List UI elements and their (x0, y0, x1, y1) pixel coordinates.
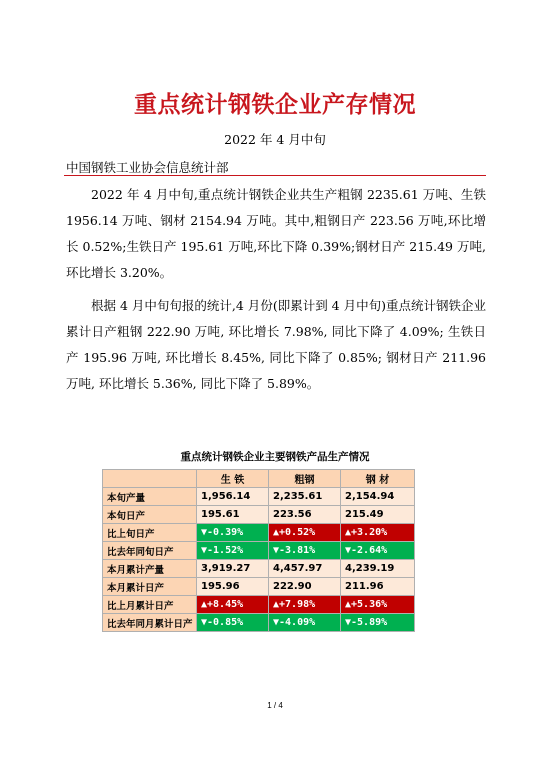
table-cell: ▼-1.52% (197, 542, 269, 560)
header-corner (103, 470, 197, 488)
production-table (102, 469, 415, 632)
table-cell: ▼-5.89% (341, 614, 415, 632)
page-number: 1 / 4 (267, 701, 283, 710)
report-date: 2022 年 4 月中旬 (224, 132, 326, 147)
table-cell: 3,919.27 (197, 560, 269, 578)
table-cell: 195.61 (197, 506, 269, 524)
table-row (103, 506, 415, 524)
table-row (103, 560, 415, 578)
department-name: 中国钢铁工业协会信息统计部 (66, 160, 229, 175)
table-cell: ▼-3.81% (269, 542, 341, 560)
table-cell: 4,239.19 (341, 560, 415, 578)
table-body (103, 488, 415, 632)
row-label: 比去年同旬日产 (103, 542, 197, 560)
header-divider (64, 175, 486, 176)
row-label: 比去年同月累计日产 (103, 614, 197, 632)
table-cell: 2,154.94 (341, 488, 415, 506)
table-cell: 4,457.97 (269, 560, 341, 578)
table-cell: 215.49 (341, 506, 415, 524)
row-label: 本月累计产量 (103, 560, 197, 578)
table-cell: ▼-0.39% (197, 524, 269, 542)
table-cell: ▲+3.20% (341, 524, 415, 542)
header-steel-products: 钢 材 (341, 470, 415, 488)
table-row (103, 578, 415, 596)
paragraph-summary: 2022 年 4 月中旬,重点统计钢铁企业共生产粗钢 2235.61 万吨、生铁 1956.14 万吨、钢材 2154.94 万吨。其中,粗钢日产 223.56 万吨,环比增长 0.52%;生铁日产 195.61 万吨,环比下降 0.39%;钢材日产 215.49 万吨,环比增长 3.20%。 (66, 187, 486, 280)
table-cell: ▼-2.64% (341, 542, 415, 560)
table-cell: 2,235.61 (269, 488, 341, 506)
row-label: 本旬日产 (103, 506, 197, 524)
table-cell: ▲+7.98% (269, 596, 341, 614)
table-row (103, 488, 415, 506)
table-cell: ▲+0.52% (269, 524, 341, 542)
table-cell: 1,956.14 (197, 488, 269, 506)
table-cell: 222.90 (269, 578, 341, 596)
table-row (103, 596, 415, 614)
paragraph-monthly: 根据 4 月中旬旬报的统计,4 月份(即累计到 4 月中旬)重点统计钢铁企业累计日产粗钢 222.90 万吨, 环比增长 7.98%, 同比下降了 4.09%; 生铁日产 195.96 万吨, 环比增长 8.45%, 同比下降了 0.85%; 钢材日产 211.96 万吨, 环比增长 5.36%, 同比下降了 5.89%。 (66, 298, 486, 391)
row-label: 比上旬日产 (103, 524, 197, 542)
document-title: 重点统计钢铁企业产存情况 (134, 92, 416, 118)
table-row (103, 614, 415, 632)
table-cell: 195.96 (197, 578, 269, 596)
header-crude-steel: 粗钢 (269, 470, 341, 488)
header-pig-iron: 生 铁 (197, 470, 269, 488)
row-label: 本旬产量 (103, 488, 197, 506)
row-label: 比上月累计日产 (103, 596, 197, 614)
table-cell: ▼-4.09% (269, 614, 341, 632)
table-cell: 211.96 (341, 578, 415, 596)
table-header-row (103, 470, 415, 488)
table-row (103, 524, 415, 542)
table-cell: ▲+8.45% (197, 596, 269, 614)
row-label: 本月累计日产 (103, 578, 197, 596)
table-row (103, 542, 415, 560)
table-cell: ▼-0.85% (197, 614, 269, 632)
table-title: 重点统计钢铁企业主要钢铁产品生产情况 (180, 451, 370, 463)
table-cell: 223.56 (269, 506, 341, 524)
table-cell: ▲+5.36% (341, 596, 415, 614)
